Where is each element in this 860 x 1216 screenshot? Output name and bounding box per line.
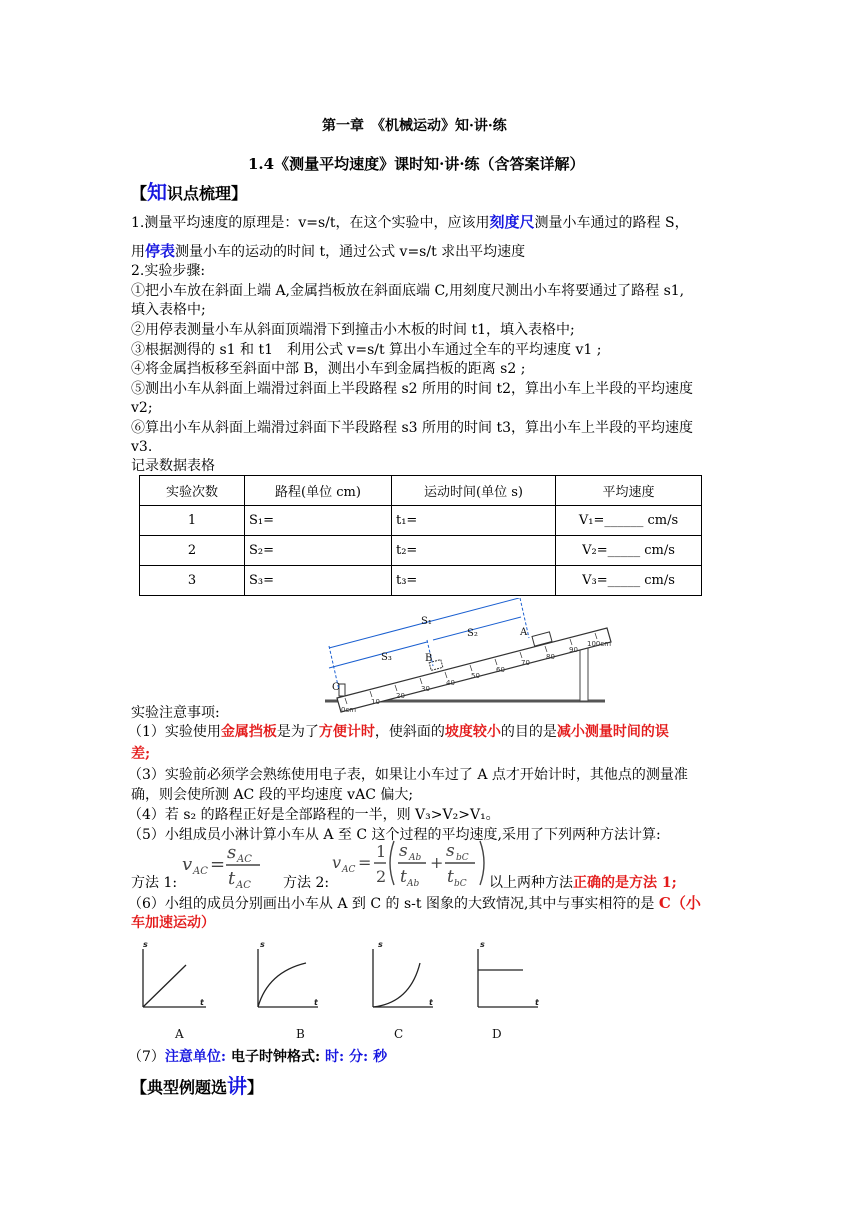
svg-text:AC: AC — [236, 880, 251, 890]
note-5: （5）小组成员小淋计算小车从 A 至 C 这个过程的平均速度,采用了下列两种方法计算: — [128, 827, 661, 843]
ruler-tick-label: 20 — [396, 692, 405, 700]
table-caption: 记录数据表格 — [131, 458, 215, 474]
section-knowledge-heading: 【知识点梳理】 — [131, 180, 248, 204]
step-line: ④将金属挡板移至斜面中部 B，测出小车到金属挡板的距离 s2 ; — [131, 361, 526, 377]
method-2-label: 方法 2: — [283, 875, 330, 891]
steps-title: 2.实验步骤: — [131, 263, 206, 279]
note-6-line-1: （6）小组的成员分别画出小车从 A 到 C 的 s-t 图象的大致情况,其中与事实相符的是 C（小 — [128, 894, 701, 912]
graph-d — [478, 949, 538, 1007]
svg-text:s: s — [399, 841, 408, 861]
step-line: v3. — [131, 439, 153, 455]
svg-text:=: = — [358, 853, 372, 872]
method-2-formula — [332, 835, 490, 891]
method-1-label: 方法 1: — [131, 875, 178, 891]
svg-text:t: t — [228, 868, 236, 889]
method-1-formula — [180, 838, 265, 890]
graph-c — [373, 949, 433, 1007]
graph-b — [258, 949, 318, 1007]
svg-text:v: v — [332, 853, 342, 872]
chapter-title: 第一章 《机械运动》知·讲·练 — [322, 118, 507, 134]
ruler-tick-label: 10 — [371, 698, 380, 706]
svg-text:Ab: Ab — [409, 853, 422, 863]
axis-label-s: s — [143, 940, 148, 949]
label-a: A — [520, 627, 528, 638]
axis-label-t: t — [314, 998, 318, 1007]
table-header: 实验次数 — [140, 476, 245, 506]
svg-text:Ab: Ab — [407, 879, 420, 889]
svg-text:t: t — [447, 867, 454, 887]
table-cell: V₃=_____ cm/s — [556, 566, 702, 596]
svg-text:s: s — [227, 842, 237, 863]
svg-text:bC: bC — [456, 853, 469, 863]
table-cell: S₃= — [245, 566, 392, 596]
axis-label-s: s — [260, 940, 265, 949]
table-cell: 2 — [140, 536, 245, 566]
label-c: C — [332, 682, 340, 693]
table-cell: 1 — [140, 506, 245, 536]
svg-text:v: v — [182, 854, 193, 875]
table-cell: t₁= — [392, 506, 556, 536]
note-4: （4）若 s₂ 的路程正好是全部路程的一半，则 V₃>V₂>V₁。 — [128, 807, 500, 823]
table-row — [140, 506, 702, 536]
label-s3: S₃ — [381, 652, 392, 663]
svg-text:t: t — [400, 867, 407, 887]
svg-text:s: s — [446, 841, 455, 861]
axis-label-s: s — [378, 940, 383, 949]
svg-text:+: + — [430, 853, 444, 872]
note-1-line-2: 差; — [131, 746, 151, 762]
ruler-tick-label: 60 — [496, 666, 505, 674]
axis-label-t: t — [535, 998, 539, 1007]
note-3-line-1: （3）实验前必须学会熟练使用电子表，如果让小车过了 A 点才开始计时，其他点的测量准 — [128, 767, 688, 783]
table-cell: 3 — [140, 566, 245, 596]
axis-label-s: s — [480, 940, 485, 949]
table-header-row — [140, 476, 702, 506]
label-s1: S₁ — [421, 616, 432, 627]
step-line: ①把小车放在斜面上端 A,金属挡板放在斜面底端 C,用刻度尺测出小车将要通过了路程 s1, — [131, 283, 685, 299]
table-header: 平均速度 — [556, 476, 702, 506]
table-header: 运动时间(单位 s) — [392, 476, 556, 506]
principle-line-2: 用停表测量小车的运动的时间 t，通过公式 v=s/t 求出平均速度 — [131, 242, 526, 260]
svg-text:AC: AC — [342, 865, 356, 875]
step-line: ②用停表测量小车从斜面顶端滑下到撞击小木板的时间 t1，填入表格中; — [131, 322, 575, 338]
incline-diagram — [315, 598, 615, 716]
table-cell: V₁=______ cm/s — [556, 506, 702, 536]
support-post — [580, 643, 588, 701]
table-cell: t₂= — [392, 536, 556, 566]
ruler-tick-label: 80 — [546, 653, 555, 661]
step-line: v2; — [131, 400, 153, 416]
table-cell: S₁= — [245, 506, 392, 536]
notes-title: 实验注意事项: — [131, 705, 220, 721]
record-table — [139, 475, 702, 596]
st-graphs — [128, 937, 548, 1049]
graph-label: A — [175, 1027, 184, 1041]
principle-line-1: 1.测量平均速度的原理是：v=s/t，在这个实验中，应该用刻度尺测量小车通过的路程 S， — [131, 213, 689, 231]
graph-a — [143, 949, 206, 1007]
ruler-tick-label: 40 — [446, 679, 455, 687]
step-line: ⑥算出小车从斜面上端滑过斜面下半段路程 s3 所用的时间 t3，算出小车上半段的平均速度 — [131, 420, 693, 436]
barrier-c — [339, 684, 345, 696]
graph-label: D — [492, 1027, 502, 1041]
step-line: ③根据测得的 s1 和 t1 利用公式 v=s/t 算出小车通过全车的平均速度 v1 ; — [131, 342, 602, 358]
step-line: ⑤测出小车从斜面上端滑过斜面上半段路程 s2 所用的时间 t2，算出小车上半段的平均速度 — [131, 381, 693, 397]
ruler-tick-label: 90 — [569, 646, 578, 654]
ruler-tick-label: 70 — [521, 659, 530, 667]
graph-label: B — [296, 1027, 305, 1041]
svg-text:bC: bC — [454, 879, 467, 889]
lesson-title: 1.4《测量平均速度》课时知·讲·练（含答案详解） — [248, 155, 585, 173]
ruler-tick-label: 50 — [471, 672, 480, 680]
note-6-line-2: 车加速运动） — [131, 915, 215, 931]
table-row — [140, 566, 702, 596]
table-cell: S₂= — [245, 536, 392, 566]
note-7: （7）注意单位: 电子时钟格式: 时: 分: 秒 — [128, 1049, 388, 1065]
label-s2: S₂ — [467, 628, 478, 639]
table-header: 路程(单位 cm) — [245, 476, 392, 506]
ruler-tick-label: 100cm — [587, 640, 612, 648]
note-1-line-1: （1）实验使用金属挡板是为了方便计时，使斜面的坡度较小的目的是减小测量时间的误 — [128, 724, 669, 740]
graph-label: C — [394, 1027, 404, 1041]
svg-text:=: = — [210, 854, 226, 875]
ruler-tick-label: 0cm — [341, 706, 357, 714]
step-line: 填入表格中; — [131, 302, 206, 318]
svg-text:1: 1 — [376, 842, 387, 861]
ruler-tick-label: 30 — [421, 685, 430, 693]
svg-text:2: 2 — [376, 867, 387, 886]
table-cell: V₂=_____ cm/s — [556, 536, 702, 566]
table-row — [140, 536, 702, 566]
table-cell: t₃= — [392, 566, 556, 596]
axis-label-t: t — [429, 998, 433, 1007]
svg-text:AC: AC — [237, 854, 252, 865]
svg-text:AC: AC — [193, 866, 208, 877]
axis-label-t: t — [200, 998, 204, 1007]
note-3-line-2: 确，则会使所测 AC 段的平均速度 vAC 偏大; — [131, 787, 414, 803]
method-conclusion: 以上两种方法正确的是方法 1; — [489, 875, 677, 891]
label-b: B — [425, 653, 433, 664]
section-examples-heading: 【典型例题选讲】 — [131, 1074, 264, 1098]
